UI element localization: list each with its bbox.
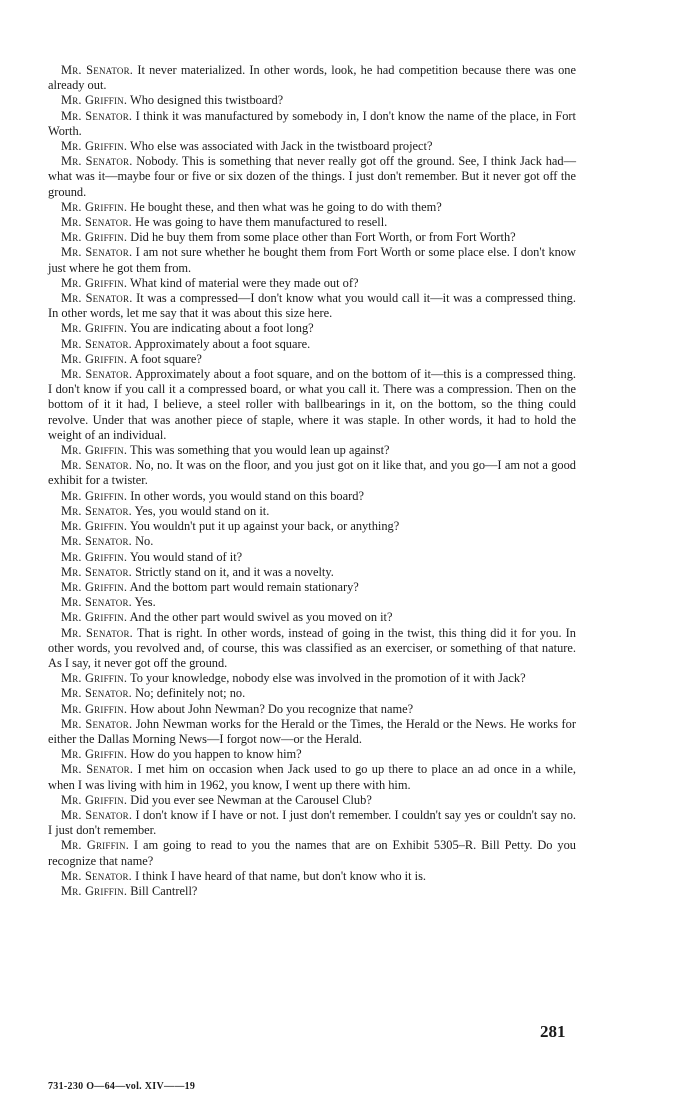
testimony-paragraph bbox=[48, 702, 576, 717]
testimony-paragraph bbox=[48, 671, 576, 686]
speaker-label: Mr. Griffin. bbox=[61, 275, 128, 290]
speaker-label: Mr. Senator. bbox=[61, 762, 134, 777]
statement-text: You are indicating about a foot long? bbox=[129, 321, 314, 336]
statement-text: Who else was associated with Jack in the twistboard project? bbox=[130, 139, 433, 154]
statement-text: I met him on occasion when Jack used to go up there to place an ad once in a while, when I was living with him in 1962, you know, I went up there with him. bbox=[48, 762, 576, 792]
speaker-label: Mr. Senator. bbox=[61, 291, 133, 306]
testimony-paragraph bbox=[48, 93, 576, 108]
statement-text: No. bbox=[135, 534, 154, 549]
statement-text: I think I have heard of that name, but don't know who it is. bbox=[135, 868, 427, 883]
testimony-paragraph bbox=[48, 215, 576, 230]
testimony-paragraph bbox=[48, 352, 576, 367]
testimony-paragraph bbox=[48, 793, 576, 808]
speaker-label: Mr. Griffin. bbox=[61, 579, 128, 594]
speaker-label: Mr. Griffin. bbox=[61, 93, 128, 108]
statement-text: A foot square? bbox=[129, 351, 202, 366]
speaker-label: Mr. Griffin. bbox=[61, 549, 128, 564]
print-code: 731-230 O—64—vol. XIV——19 bbox=[48, 1081, 196, 1092]
speaker-label: Mr. Senator. bbox=[61, 215, 132, 230]
statement-text: Nobody. This is something that never really got off the ground. See, I think Jack had—what was it—maybe four or five or six dozen of the things. I just don't remember. But it never got off the ground. bbox=[48, 154, 576, 199]
testimony-paragraph bbox=[48, 747, 576, 762]
testimony-paragraph bbox=[48, 626, 576, 672]
statement-text: Did he buy them from some place other than Fort Worth, or from Fort Worth? bbox=[130, 230, 516, 245]
speaker-label: Mr. Griffin. bbox=[61, 139, 128, 154]
speaker-label: Mr. Senator. bbox=[61, 686, 132, 701]
testimony-paragraph bbox=[48, 762, 576, 792]
statement-text: Approximately about a foot square, and on the bottom of it—this is a compressed thing. I don't know if you call it a compressed board, or what you call it. There was a compression. Then on the bottom of it it had, I believe, a steel roller with ballbearings in it, on the bottom, so the thing could revolve. Under that was another piece of staple, where it was staple. In other words, it had to hold the weight of an individual. bbox=[48, 367, 576, 442]
testimony-body bbox=[48, 63, 576, 899]
speaker-label: Mr. Griffin. bbox=[61, 701, 128, 716]
testimony-paragraph bbox=[48, 367, 576, 443]
statement-text: What kind of material were they made out of? bbox=[130, 275, 359, 290]
speaker-label: Mr. Griffin. bbox=[61, 610, 128, 625]
speaker-label: Mr. Senator. bbox=[61, 245, 133, 260]
testimony-paragraph bbox=[48, 686, 576, 701]
speaker-label: Mr. Senator. bbox=[61, 63, 134, 77]
testimony-paragraph bbox=[48, 458, 576, 488]
statement-text: I don't know if I have or not. I just don't remember. I couldn't say yes or couldn't say no. I just don't remember. bbox=[48, 807, 576, 838]
speaker-label: Mr. Griffin. bbox=[61, 792, 128, 807]
speaker-label: Mr. Senator. bbox=[61, 458, 133, 473]
testimony-paragraph bbox=[48, 550, 576, 565]
statement-text: And the bottom part would remain stationary? bbox=[129, 579, 359, 594]
statement-text: Did you ever see Newman at the Carousel Club? bbox=[130, 792, 372, 807]
speaker-label: Mr. Senator. bbox=[61, 154, 133, 169]
statement-text: It was a compressed—I don't know what you would call it—it was a compressed thing. In other words, let me say that it was about this size here. bbox=[48, 291, 576, 321]
speaker-label: Mr. Griffin. bbox=[61, 199, 128, 214]
testimony-paragraph bbox=[48, 337, 576, 352]
speaker-label: Mr. Senator. bbox=[61, 336, 132, 351]
statement-text: How about John Newman? Do you recognize that name? bbox=[130, 701, 414, 716]
testimony-paragraph bbox=[48, 869, 576, 884]
statement-text: I think it was manufactured by somebody in, I don't know the name of the place, in Fort Worth. bbox=[48, 108, 576, 138]
speaker-label: Mr. Senator. bbox=[61, 108, 133, 123]
speaker-label: Mr. Griffin. bbox=[61, 488, 128, 503]
statement-text: To your knowledge, nobody else was involved in the promotion of it with Jack? bbox=[130, 671, 526, 686]
testimony-paragraph bbox=[48, 321, 576, 336]
speaker-label: Mr. Senator. bbox=[61, 595, 132, 610]
testimony-paragraph bbox=[48, 63, 576, 93]
testimony-paragraph bbox=[48, 291, 576, 321]
statement-text: You would stand of it? bbox=[129, 549, 243, 564]
testimony-paragraph bbox=[48, 808, 576, 838]
statement-text: Strictly stand on it, and it was a novelty. bbox=[135, 564, 334, 579]
speaker-label: Mr. Senator. bbox=[61, 868, 132, 883]
testimony-paragraph bbox=[48, 565, 576, 580]
testimony-paragraph bbox=[48, 154, 576, 200]
speaker-label: Mr. Griffin. bbox=[61, 321, 128, 336]
speaker-label: Mr. Griffin. bbox=[61, 519, 128, 534]
statement-text: John Newman works for the Herald or the Times, the Herald or the News. He works for either the Dallas Morning News—I forgot now—or the Herald. bbox=[48, 716, 576, 746]
testimony-paragraph bbox=[48, 200, 576, 215]
testimony-paragraph bbox=[48, 230, 576, 245]
statement-text: In other words, you would stand on this board? bbox=[130, 488, 364, 503]
testimony-paragraph bbox=[48, 838, 576, 868]
speaker-label: Mr. Griffin. bbox=[61, 838, 129, 853]
speaker-label: Mr. Senator. bbox=[61, 807, 133, 822]
statement-text: Bill Cantrell? bbox=[130, 883, 198, 898]
speaker-label: Mr. Senator. bbox=[61, 534, 132, 549]
testimony-paragraph bbox=[48, 276, 576, 291]
page-number: 281 bbox=[540, 1022, 566, 1041]
statement-text: Yes, you would stand on it. bbox=[134, 503, 270, 518]
speaker-label: Mr. Senator. bbox=[61, 564, 132, 579]
statement-text: Yes. bbox=[134, 595, 156, 610]
statement-text: That is right. In other words, instead of going in the twist, this thing did it for you. In other words, you revolved and, of course, this was classified as an exerciser, or something of that nature. As I say, it never got off the ground. bbox=[48, 625, 576, 670]
speaker-label: Mr. Griffin. bbox=[61, 747, 128, 762]
speaker-label: Mr. Griffin. bbox=[61, 671, 128, 686]
testimony-paragraph bbox=[48, 610, 576, 625]
testimony-paragraph bbox=[48, 139, 576, 154]
statement-text: I am not sure whether he bought them from Fort Worth or some place else. I don't know just where he got them from. bbox=[48, 245, 576, 275]
testimony-paragraph bbox=[48, 534, 576, 549]
statement-text: I am going to read to you the names that are on Exhibit 5305–R. Bill Petty. Do you recognize that name? bbox=[48, 838, 576, 868]
testimony-paragraph bbox=[48, 489, 576, 504]
statement-text: Who designed this twistboard? bbox=[130, 93, 284, 108]
testimony-paragraph bbox=[48, 884, 576, 899]
statement-text: This was something that you would lean up against? bbox=[130, 443, 390, 458]
speaker-label: Mr. Griffin. bbox=[61, 443, 128, 458]
testimony-paragraph bbox=[48, 580, 576, 595]
statement-text: He was going to have them manufactured to resell. bbox=[135, 215, 388, 230]
statement-text: You wouldn't put it up against your back, or anything? bbox=[129, 519, 400, 534]
speaker-label: Mr. Senator. bbox=[61, 625, 133, 640]
statement-text: No; definitely not; no. bbox=[135, 686, 246, 701]
speaker-label: Mr. Senator. bbox=[61, 503, 132, 518]
testimony-paragraph bbox=[48, 595, 576, 610]
speaker-label: Mr. Griffin. bbox=[61, 230, 128, 245]
statement-text: It never materialized. In other words, look, he had competition because there was one already out. bbox=[48, 63, 576, 93]
speaker-label: Mr. Senator. bbox=[61, 367, 133, 382]
statement-text: No, no. It was on the floor, and you just got on it like that, and you go—I am not a good exhibit for a twister. bbox=[48, 458, 576, 488]
speaker-label: Mr. Griffin. bbox=[61, 883, 128, 898]
statement-text: And the other part would swivel as you moved on it? bbox=[129, 610, 393, 625]
statement-text: Approximately about a foot square. bbox=[134, 336, 311, 351]
statement-text: He bought these, and then what was he going to do with them? bbox=[130, 199, 442, 214]
statement-text: How do you happen to know him? bbox=[130, 747, 302, 762]
testimony-paragraph bbox=[48, 245, 576, 275]
testimony-paragraph bbox=[48, 109, 576, 139]
page bbox=[48, 63, 576, 899]
speaker-label: Mr. Griffin. bbox=[61, 351, 128, 366]
testimony-paragraph bbox=[48, 717, 576, 747]
speaker-label: Mr. Senator. bbox=[61, 716, 133, 731]
testimony-paragraph bbox=[48, 519, 576, 534]
testimony-paragraph bbox=[48, 504, 576, 519]
testimony-paragraph bbox=[48, 443, 576, 458]
